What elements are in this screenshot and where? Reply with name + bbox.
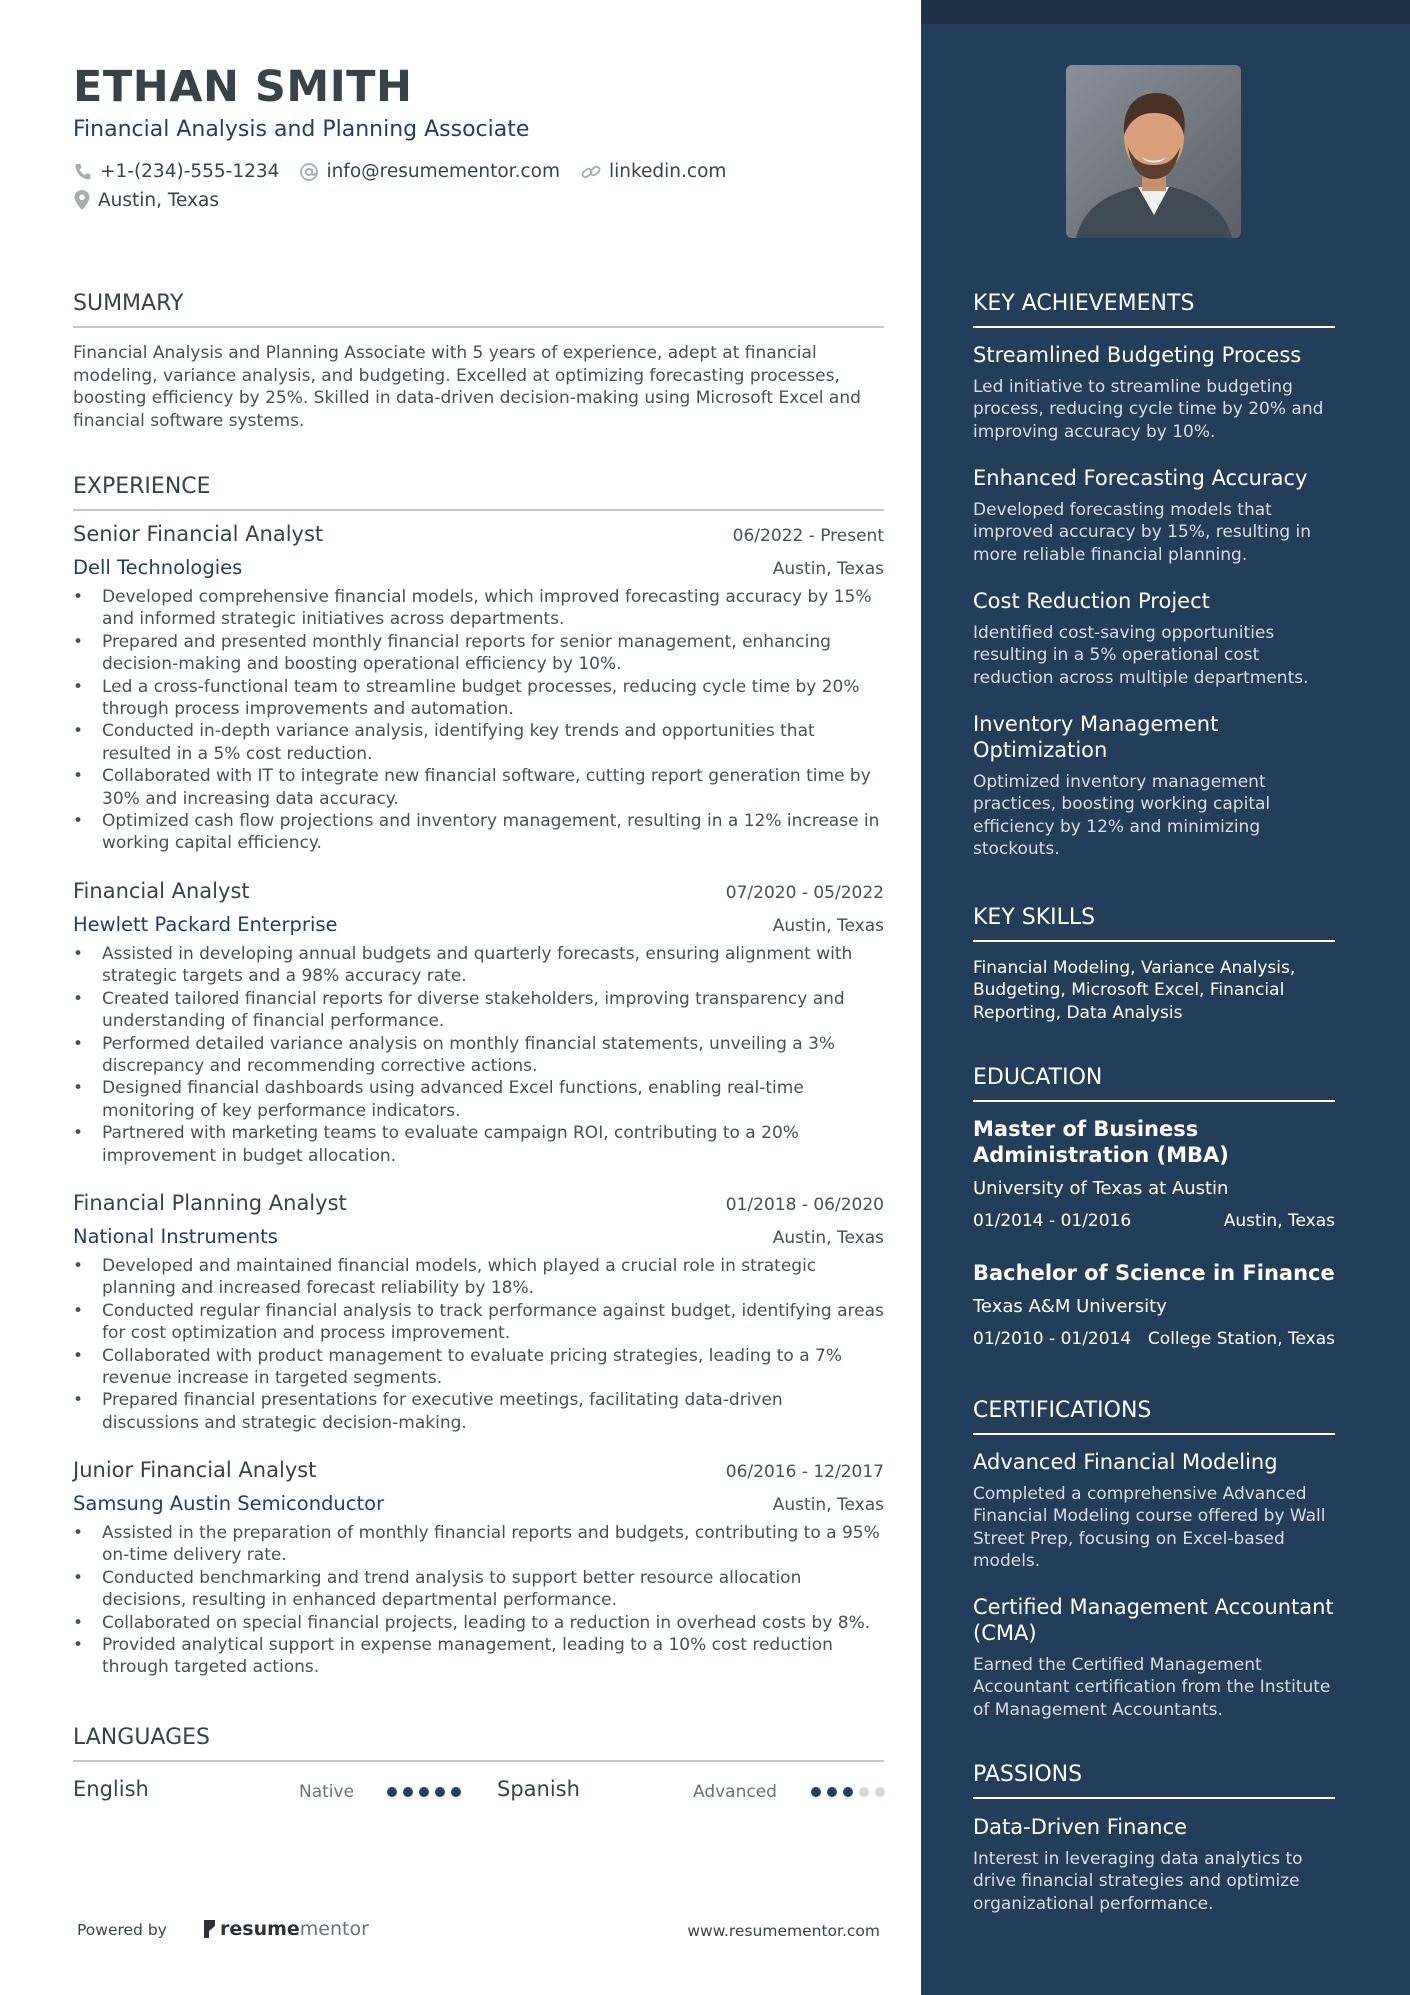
education-item — [973, 1116, 1341, 1231]
job-location: Austin, Texas — [772, 1228, 884, 1248]
job-bullet: • Assisted in developing annual budgets and quarterly forecasts, ensuring alignment with strategic targets and a 98% accuracy rate. — [73, 943, 884, 988]
passion-text: Interest in leveraging data analytics to drive financial strategies and optimize organizational performance. — [973, 1849, 1303, 1914]
achievement-text: Developed forecasting models that improved accuracy by 15%, resulting in more reliable financial planning. — [973, 500, 1312, 565]
languages-title: LANGUAGES — [73, 1725, 884, 1762]
job-bullet: • Conducted benchmarking and trend analysis to support better resource allocation decisions, resulting in enhanced departmental performance. — [73, 1567, 884, 1612]
candidate-role: Financial Analysis and Planning Associate — [73, 117, 530, 142]
job-bullet: • Created tailored financial reports for diverse stakeholders, improving transparency and understanding of financial performance. — [73, 988, 884, 1033]
achievement-text: Identified cost-saving opportunities resulting in a 5% operational cost reduction across multiple departments. — [973, 623, 1309, 688]
job-company: Samsung Austin Semiconductor — [73, 1492, 385, 1515]
job-dates: 06/2022 - Present — [732, 526, 884, 546]
rating-dot-filled — [387, 1787, 397, 1797]
achievement-text: Optimized inventory management practices, boosting working capital efficiency by 12% and minimizing stockouts. — [973, 772, 1271, 860]
job-company: Hewlett Packard Enterprise — [73, 913, 338, 936]
achievement-title: Enhanced Forecasting Accuracy — [973, 466, 1308, 490]
skills-text: Financial Modeling, Variance Analysis, Budgeting, Microsoft Excel, Financial Reporting, Data Analysis — [973, 958, 1296, 1023]
job-bullet: • Led a cross-functional team to streamline budget processes, reducing cycle time by 20% through process improvements and automation. — [73, 676, 884, 721]
languages-row — [73, 1775, 884, 1811]
location-row — [73, 189, 239, 211]
job-bullets — [73, 943, 884, 1167]
rating-dot-filled — [403, 1787, 413, 1797]
profile-photo — [1066, 65, 1241, 238]
achievement-item — [973, 588, 1341, 689]
job-bullets — [73, 1255, 884, 1434]
brand-name-a: resume — [220, 1918, 300, 1940]
certification-item — [973, 1594, 1341, 1721]
job-title: Financial Planning Analyst — [73, 1191, 347, 1215]
job-company: National Instruments — [73, 1225, 278, 1248]
achievement-item — [973, 342, 1341, 443]
language-name: Spanish — [497, 1777, 580, 1801]
linkedin-text: linkedin.com — [608, 161, 727, 182]
email-text: info@resumementor.com — [326, 161, 560, 182]
job-bullets — [73, 1522, 884, 1679]
job-bullet: • Assisted in the preparation of monthly financial reports and budgets, contributing to a 95% on-time delivery rate. — [73, 1522, 884, 1567]
rating-dot-filled — [451, 1787, 461, 1797]
language-rating — [387, 1787, 467, 1797]
job-bullet: • Partnered with marketing teams to evaluate campaign ROI, contributing to a 20% improvement in budget allocation. — [73, 1122, 884, 1167]
job-bullet: • Performed detailed variance analysis on monthly financial statements, unveiling a 3% discrepancy and recommending corrective actions. — [73, 1033, 884, 1078]
achievement-title: Streamlined Budgeting Process — [973, 343, 1302, 367]
job-bullet: • Conducted in-depth variance analysis, identifying key trends and opportunities that resulted in a 5% cost reduction. — [73, 720, 884, 765]
achievement-text: Led initiative to streamline budgeting process, reducing cycle time by 20% and improving accuracy by 10%. — [973, 377, 1324, 442]
job-bullet: • Prepared and presented monthly financial reports for senior management, enhancing decision-making and boosting operational efficiency by 10%. — [73, 631, 884, 676]
achievements-title: KEY ACHIEVEMENTS — [973, 291, 1335, 328]
language-level: Native — [299, 1782, 355, 1802]
link-icon — [580, 162, 602, 182]
phone-icon — [73, 162, 93, 182]
education-school: Texas A&M University — [973, 1296, 1167, 1317]
passion-title: Data-Driven Finance — [973, 1815, 1188, 1839]
job-bullet: • Conducted regular financial analysis to track performance against budget, identifying areas for cost optimization and process improvement. — [73, 1300, 884, 1345]
job-bullet: • Prepared financial presentations for executive meetings, facilitating data-driven discussions and strategic decision-making. — [73, 1389, 884, 1434]
education-item — [973, 1260, 1341, 1349]
job-company: Dell Technologies — [73, 556, 243, 579]
experience-title: EXPERIENCE — [73, 474, 884, 511]
certification-text: Earned the Certified Management Accountant certification from the Institute of Management Accountants. — [973, 1655, 1331, 1720]
job-entry — [73, 879, 884, 1167]
summary-title: SUMMARY — [73, 291, 884, 328]
job-location: Austin, Texas — [772, 559, 884, 579]
sidebar — [921, 0, 1410, 1995]
job-bullet: • Designed financial dashboards using advanced Excel functions, enabling real-time monitoring of key performance indicators. — [73, 1077, 884, 1122]
passion-item — [973, 1814, 1341, 1915]
job-bullet: • Collaborated with IT to integrate new financial software, cutting report generation time by 30% and increasing data accuracy. — [73, 765, 884, 810]
rating-dot-filled — [843, 1787, 853, 1797]
location-pin-icon — [73, 189, 91, 211]
avatar-portrait — [1066, 65, 1241, 238]
language-level: Advanced — [693, 1782, 777, 1802]
footer — [77, 1918, 880, 1944]
education-dates: 01/2014 - 01/2016 — [973, 1211, 1132, 1231]
location-text: Austin, Texas — [98, 189, 220, 211]
job-bullet: • Provided analytical support in expense management, leading to a 10% cost reduction through targeted actions. — [73, 1634, 884, 1679]
linkedin-contact[interactable] — [580, 161, 726, 182]
brand-name-b: mentor — [299, 1918, 369, 1940]
language-name: English — [73, 1777, 149, 1801]
job-dates: 01/2018 - 06/2020 — [725, 1195, 884, 1215]
candidate-name: ETHAN SMITH — [73, 62, 413, 112]
phone-contact[interactable] — [73, 161, 279, 182]
skills-title: KEY SKILLS — [973, 905, 1335, 942]
job-bullet: • Developed comprehensive financial models, which improved forecasting accuracy by 15% and informed strategic initiatives across departments. — [73, 586, 884, 631]
language-rating — [811, 1787, 891, 1797]
brand-mark-icon — [201, 1919, 217, 1939]
achievement-item — [973, 465, 1341, 566]
rating-dot-filled — [827, 1787, 837, 1797]
passions-title: PASSIONS — [973, 1762, 1335, 1799]
education-title: EDUCATION — [973, 1065, 1335, 1102]
education-location: College Station, Texas — [1147, 1329, 1335, 1349]
education-school: University of Texas at Austin — [973, 1178, 1229, 1199]
certifications-title: CERTIFICATIONS — [973, 1398, 1335, 1435]
education-location: Austin, Texas — [1223, 1211, 1335, 1231]
job-bullet: • Collaborated with product management to evaluate pricing strategies, leading to a 7% revenue increase in targeted segments. — [73, 1345, 884, 1390]
summary-text: Financial Analysis and Planning Associate with 5 years of experience, adept at financial modeling, variance analysis, and budgeting. Excelled at optimizing forecasting processes, boosting efficiency by 25%. Skilled in data-driven decision-making using Microsoft Excel and financial software systems. — [73, 343, 861, 431]
rating-dot-filled — [419, 1787, 429, 1797]
job-entry — [73, 1191, 884, 1434]
job-title: Junior Financial Analyst — [73, 1458, 317, 1482]
job-title: Financial Analyst — [73, 879, 250, 903]
education-dates: 01/2010 - 01/2014 — [973, 1329, 1132, 1349]
certification-item — [973, 1449, 1341, 1573]
job-dates: 06/2016 - 12/2017 — [725, 1462, 884, 1482]
at-icon — [299, 162, 319, 182]
achievement-item — [973, 711, 1341, 861]
phone-text: +1-(234)-555-1234 — [100, 161, 280, 182]
certification-title: Certified Management Accountant (CMA) — [973, 1595, 1334, 1645]
certification-title: Advanced Financial Modeling — [973, 1450, 1278, 1474]
job-entry — [73, 522, 884, 855]
powered-by-text: Powered by — [77, 1921, 167, 1939]
email-contact[interactable] — [299, 161, 560, 182]
rating-dot-filled — [435, 1787, 445, 1797]
location-contact — [73, 189, 219, 211]
job-location: Austin, Texas — [772, 1495, 884, 1515]
job-location: Austin, Texas — [772, 916, 884, 936]
job-bullet: • Collaborated on special financial projects, leading to a reduction in overhead costs by 8%. — [73, 1612, 884, 1634]
sidebar-top-bar — [921, 0, 1410, 24]
education-degree: Master of Business Administration (MBA) — [973, 1117, 1229, 1167]
job-bullet: • Optimized cash flow projections and inventory management, resulting in a 12% increase in working capital efficiency. — [73, 810, 884, 855]
job-entry — [73, 1458, 884, 1679]
website-link[interactable]: www.resumementor.com — [687, 1922, 880, 1940]
education-degree: Bachelor of Science in Finance — [973, 1261, 1335, 1285]
job-bullet: • Developed and maintained financial models, which played a crucial role in strategic planning and increased forecast reliability by 18%. — [73, 1255, 884, 1300]
achievement-title: Cost Reduction Project — [973, 589, 1210, 613]
contact-row — [73, 161, 746, 182]
brand-logo[interactable] — [201, 1918, 369, 1940]
achievement-title: Inventory Management Optimization — [973, 712, 1219, 762]
certification-text: Completed a comprehensive Advanced Financial Modeling course offered by Wall Street Prep, focusing on Excel-based models. — [973, 1484, 1326, 1572]
job-bullets — [73, 586, 884, 855]
rating-dot-filled — [811, 1787, 821, 1797]
rating-dot-empty — [859, 1787, 869, 1797]
rating-dot-empty — [875, 1787, 885, 1797]
job-title: Senior Financial Analyst — [73, 522, 324, 546]
job-dates: 07/2020 - 05/2022 — [725, 883, 884, 903]
